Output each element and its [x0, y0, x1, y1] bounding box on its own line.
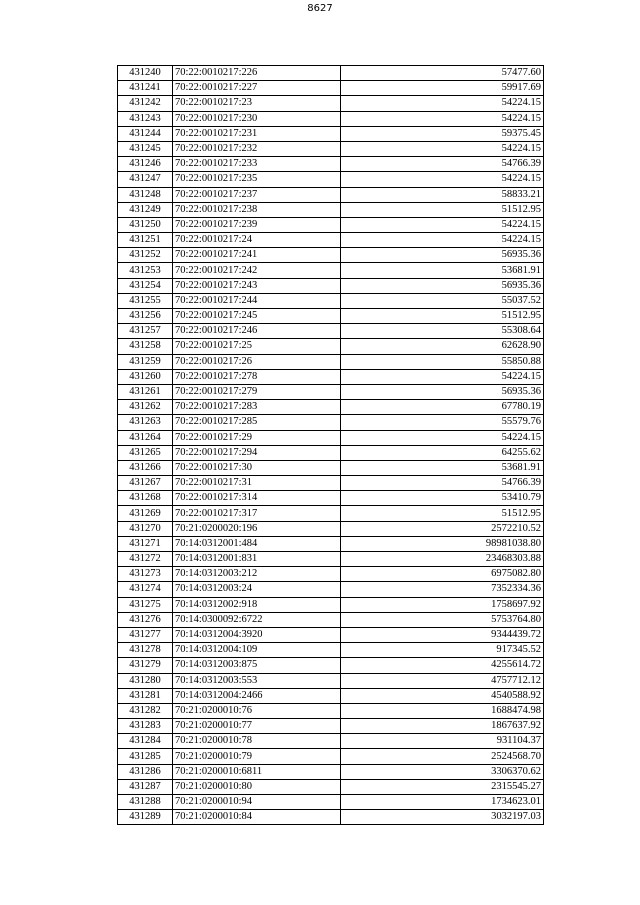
row-number-cell: 431243	[118, 111, 173, 126]
table-row	[118, 795, 544, 810]
cadastral-number-cell: 70:14:0312001:484	[173, 536, 341, 551]
cadastral-value-cell: 4757712.12	[341, 673, 544, 688]
row-number-cell: 431270	[118, 521, 173, 536]
table-row	[118, 202, 544, 217]
row-number-cell: 431268	[118, 491, 173, 506]
row-number-cell: 431273	[118, 567, 173, 582]
row-number-cell: 431272	[118, 552, 173, 567]
row-number-cell: 431241	[118, 81, 173, 96]
row-number-cell: 431246	[118, 157, 173, 172]
table-row	[118, 552, 544, 567]
table-row	[118, 263, 544, 278]
row-number-cell: 431264	[118, 430, 173, 445]
table-row	[118, 719, 544, 734]
cadastral-number-cell: 70:22:0010217:231	[173, 126, 341, 141]
row-number-cell: 431267	[118, 476, 173, 491]
cadastral-number-cell: 70:22:0010217:23	[173, 96, 341, 111]
cadastral-number-cell: 70:22:0010217:317	[173, 506, 341, 521]
cadastral-number-cell: 70:22:0010217:227	[173, 81, 341, 96]
cadastral-number-cell: 70:14:0312003:212	[173, 567, 341, 582]
row-number-cell: 431275	[118, 597, 173, 612]
cadastral-number-cell: 70:14:0312004:2466	[173, 688, 341, 703]
cadastral-number-cell: 70:22:0010217:233	[173, 157, 341, 172]
table-body	[118, 66, 544, 825]
cadastral-value-cell: 5753764.80	[341, 612, 544, 627]
row-number-cell: 431286	[118, 764, 173, 779]
cadastral-value-cell: 1758697.92	[341, 597, 544, 612]
row-number-cell: 431242	[118, 96, 173, 111]
cadastral-value-cell: 53410.79	[341, 491, 544, 506]
cadastral-value-cell: 9344439.72	[341, 627, 544, 642]
cadastral-value-cell: 2315545.27	[341, 779, 544, 794]
row-number-cell: 431245	[118, 141, 173, 156]
cadastral-number-cell: 70:22:0010217:230	[173, 111, 341, 126]
cadastral-value-cell: 57477.60	[341, 66, 544, 81]
cadastral-value-cell: 53681.91	[341, 460, 544, 475]
cadastral-value-cell: 1867637.92	[341, 719, 544, 734]
table-row	[118, 81, 544, 96]
table-row	[118, 278, 544, 293]
cadastral-value-cell: 54766.39	[341, 476, 544, 491]
table-row	[118, 597, 544, 612]
table-row	[118, 126, 544, 141]
cadastral-number-cell: 70:21:0200020:196	[173, 521, 341, 536]
table-row	[118, 673, 544, 688]
cadastral-number-cell: 70:21:0200010:80	[173, 779, 341, 794]
cadastral-number-cell: 70:14:0312004:3920	[173, 627, 341, 642]
cadastral-value-cell: 55850.88	[341, 354, 544, 369]
table-row	[118, 233, 544, 248]
row-number-cell: 431280	[118, 673, 173, 688]
cadastral-number-cell: 70:22:0010217:246	[173, 324, 341, 339]
page-number: 8627	[307, 3, 333, 14]
table-row	[118, 66, 544, 81]
row-number-cell: 431263	[118, 415, 173, 430]
cadastral-number-cell: 70:22:0010217:31	[173, 476, 341, 491]
cadastral-number-cell: 70:22:0010217:279	[173, 384, 341, 399]
cadastral-number-cell: 70:21:0200010:78	[173, 734, 341, 749]
cadastral-number-cell: 70:14:0300092:6722	[173, 612, 341, 627]
table-row	[118, 172, 544, 187]
row-number-cell: 431285	[118, 749, 173, 764]
cadastral-value-cell: 931104.37	[341, 734, 544, 749]
row-number-cell: 431255	[118, 293, 173, 308]
cadastral-value-cell: 917345.52	[341, 643, 544, 658]
row-number-cell: 431276	[118, 612, 173, 627]
cadastral-value-cell: 54224.15	[341, 96, 544, 111]
row-number-cell: 431266	[118, 460, 173, 475]
cadastral-value-cell: 2524568.70	[341, 749, 544, 764]
table-row	[118, 217, 544, 232]
cadastral-number-cell: 70:22:0010217:24	[173, 233, 341, 248]
cadastral-number-cell: 70:22:0010217:237	[173, 187, 341, 202]
table-row	[118, 658, 544, 673]
cadastral-number-cell: 70:22:0010217:232	[173, 141, 341, 156]
cadastral-value-cell: 54224.15	[341, 111, 544, 126]
cadastral-number-cell: 70:21:0200010:94	[173, 795, 341, 810]
cadastral-value-cell: 53681.91	[341, 263, 544, 278]
cadastral-value-cell: 56935.36	[341, 278, 544, 293]
cadastral-value-cell: 56935.36	[341, 384, 544, 399]
row-number-cell: 431251	[118, 233, 173, 248]
row-number-cell: 431262	[118, 400, 173, 415]
cadastral-number-cell: 70:22:0010217:244	[173, 293, 341, 308]
row-number-cell: 431244	[118, 126, 173, 141]
row-number-cell: 431283	[118, 719, 173, 734]
row-number-cell: 431279	[118, 658, 173, 673]
table-row	[118, 627, 544, 642]
table-row	[118, 309, 544, 324]
cadastral-value-cell: 51512.95	[341, 309, 544, 324]
table-row	[118, 354, 544, 369]
cadastral-value-cell: 3032197.03	[341, 810, 544, 825]
table-row	[118, 157, 544, 172]
cadastral-value-cell: 2572210.52	[341, 521, 544, 536]
table-row	[118, 688, 544, 703]
row-number-cell: 431274	[118, 582, 173, 597]
table-row	[118, 445, 544, 460]
table-row	[118, 400, 544, 415]
table-row	[118, 415, 544, 430]
cadastral-number-cell: 70:14:0312003:24	[173, 582, 341, 597]
table-row	[118, 96, 544, 111]
table-row	[118, 141, 544, 156]
row-number-cell: 431259	[118, 354, 173, 369]
cadastral-number-cell: 70:22:0010217:243	[173, 278, 341, 293]
row-number-cell: 431254	[118, 278, 173, 293]
cadastral-number-cell: 70:22:0010217:30	[173, 460, 341, 475]
row-number-cell: 431278	[118, 643, 173, 658]
table-row	[118, 612, 544, 627]
table-row	[118, 187, 544, 202]
row-number-cell: 431282	[118, 703, 173, 718]
row-number-cell: 431288	[118, 795, 173, 810]
table-row	[118, 293, 544, 308]
cadastral-number-cell: 70:22:0010217:25	[173, 339, 341, 354]
cadastral-value-cell: 59375.45	[341, 126, 544, 141]
cadastral-number-cell: 70:22:0010217:314	[173, 491, 341, 506]
row-number-cell: 431249	[118, 202, 173, 217]
row-number-cell: 431281	[118, 688, 173, 703]
cadastral-number-cell: 70:22:0010217:278	[173, 369, 341, 384]
cadastral-value-cell: 3306370.62	[341, 764, 544, 779]
cadastral-number-cell: 70:14:0312004:109	[173, 643, 341, 658]
row-number-cell: 431247	[118, 172, 173, 187]
cadastral-number-cell: 70:21:0200010:76	[173, 703, 341, 718]
row-number-cell: 431256	[118, 309, 173, 324]
table-row	[118, 749, 544, 764]
table-row	[118, 582, 544, 597]
cadastral-value-cell: 1734623.01	[341, 795, 544, 810]
row-number-cell: 431265	[118, 445, 173, 460]
cadastral-value-table	[117, 65, 544, 825]
cadastral-number-cell: 70:22:0010217:294	[173, 445, 341, 460]
cadastral-number-cell: 70:22:0010217:242	[173, 263, 341, 278]
row-number-cell: 431284	[118, 734, 173, 749]
row-number-cell: 431261	[118, 384, 173, 399]
row-number-cell: 431260	[118, 369, 173, 384]
cadastral-number-cell: 70:22:0010217:241	[173, 248, 341, 263]
table-row	[118, 506, 544, 521]
cadastral-value-cell: 55579.76	[341, 415, 544, 430]
cadastral-value-cell: 62628.90	[341, 339, 544, 354]
row-number-cell: 431252	[118, 248, 173, 263]
cadastral-value-cell: 67780.19	[341, 400, 544, 415]
row-number-cell: 431271	[118, 536, 173, 551]
cadastral-number-cell: 70:22:0010217:245	[173, 309, 341, 324]
cadastral-number-cell: 70:14:0312003:553	[173, 673, 341, 688]
table-row	[118, 536, 544, 551]
table-row	[118, 460, 544, 475]
cadastral-value-cell: 54224.15	[341, 172, 544, 187]
cadastral-number-cell: 70:22:0010217:238	[173, 202, 341, 217]
table-row	[118, 810, 544, 825]
cadastral-number-cell: 70:21:0200010:77	[173, 719, 341, 734]
cadastral-number-cell: 70:22:0010217:285	[173, 415, 341, 430]
cadastral-value-cell: 54224.15	[341, 141, 544, 156]
table-row	[118, 491, 544, 506]
table-row	[118, 764, 544, 779]
cadastral-number-cell: 70:21:0200010:84	[173, 810, 341, 825]
table-row	[118, 111, 544, 126]
cadastral-value-cell: 54224.15	[341, 233, 544, 248]
cadastral-number-cell: 70:14:0312002:918	[173, 597, 341, 612]
cadastral-value-cell: 59917.69	[341, 81, 544, 96]
table-row	[118, 339, 544, 354]
cadastral-number-cell: 70:22:0010217:26	[173, 354, 341, 369]
table-row	[118, 476, 544, 491]
table-row	[118, 430, 544, 445]
table-row	[118, 248, 544, 263]
table-row	[118, 779, 544, 794]
table-row	[118, 567, 544, 582]
cadastral-value-cell: 7352334.36	[341, 582, 544, 597]
cadastral-value-cell: 51512.95	[341, 506, 544, 521]
cadastral-value-cell: 54224.15	[341, 217, 544, 232]
table-row	[118, 703, 544, 718]
cadastral-number-cell: 70:22:0010217:29	[173, 430, 341, 445]
cadastral-number-cell: 70:22:0010217:235	[173, 172, 341, 187]
cadastral-value-cell: 56935.36	[341, 248, 544, 263]
cadastral-number-cell: 70:22:0010217:283	[173, 400, 341, 415]
cadastral-value-cell: 98981038.80	[341, 536, 544, 551]
row-number-cell: 431258	[118, 339, 173, 354]
cadastral-number-cell: 70:14:0312001:831	[173, 552, 341, 567]
row-number-cell: 431257	[118, 324, 173, 339]
cadastral-value-cell: 4540588.92	[341, 688, 544, 703]
row-number-cell: 431240	[118, 66, 173, 81]
table-row	[118, 734, 544, 749]
cadastral-value-cell: 51512.95	[341, 202, 544, 217]
cadastral-number-cell: 70:21:0200010:6811	[173, 764, 341, 779]
row-number-cell: 431248	[118, 187, 173, 202]
cadastral-value-cell: 54224.15	[341, 369, 544, 384]
table-row	[118, 521, 544, 536]
cadastral-number-cell: 70:21:0200010:79	[173, 749, 341, 764]
cadastral-value-cell: 4255614.72	[341, 658, 544, 673]
cadastral-value-cell: 64255.62	[341, 445, 544, 460]
cadastral-value-cell: 58833.21	[341, 187, 544, 202]
cadastral-value-cell: 55308.64	[341, 324, 544, 339]
table-row	[118, 324, 544, 339]
row-number-cell: 431253	[118, 263, 173, 278]
table-row	[118, 369, 544, 384]
table-row	[118, 643, 544, 658]
cadastral-number-cell: 70:22:0010217:226	[173, 66, 341, 81]
cadastral-value-cell: 54224.15	[341, 430, 544, 445]
table-row	[118, 384, 544, 399]
cadastral-value-cell: 1688474.98	[341, 703, 544, 718]
row-number-cell: 431289	[118, 810, 173, 825]
cadastral-value-cell: 54766.39	[341, 157, 544, 172]
cadastral-number-cell: 70:14:0312003:875	[173, 658, 341, 673]
row-number-cell: 431269	[118, 506, 173, 521]
cadastral-value-cell: 55037.52	[341, 293, 544, 308]
row-number-cell: 431277	[118, 627, 173, 642]
row-number-cell: 431250	[118, 217, 173, 232]
row-number-cell: 431287	[118, 779, 173, 794]
cadastral-number-cell: 70:22:0010217:239	[173, 217, 341, 232]
cadastral-value-cell: 23468303.88	[341, 552, 544, 567]
cadastral-value-cell: 6975082.80	[341, 567, 544, 582]
